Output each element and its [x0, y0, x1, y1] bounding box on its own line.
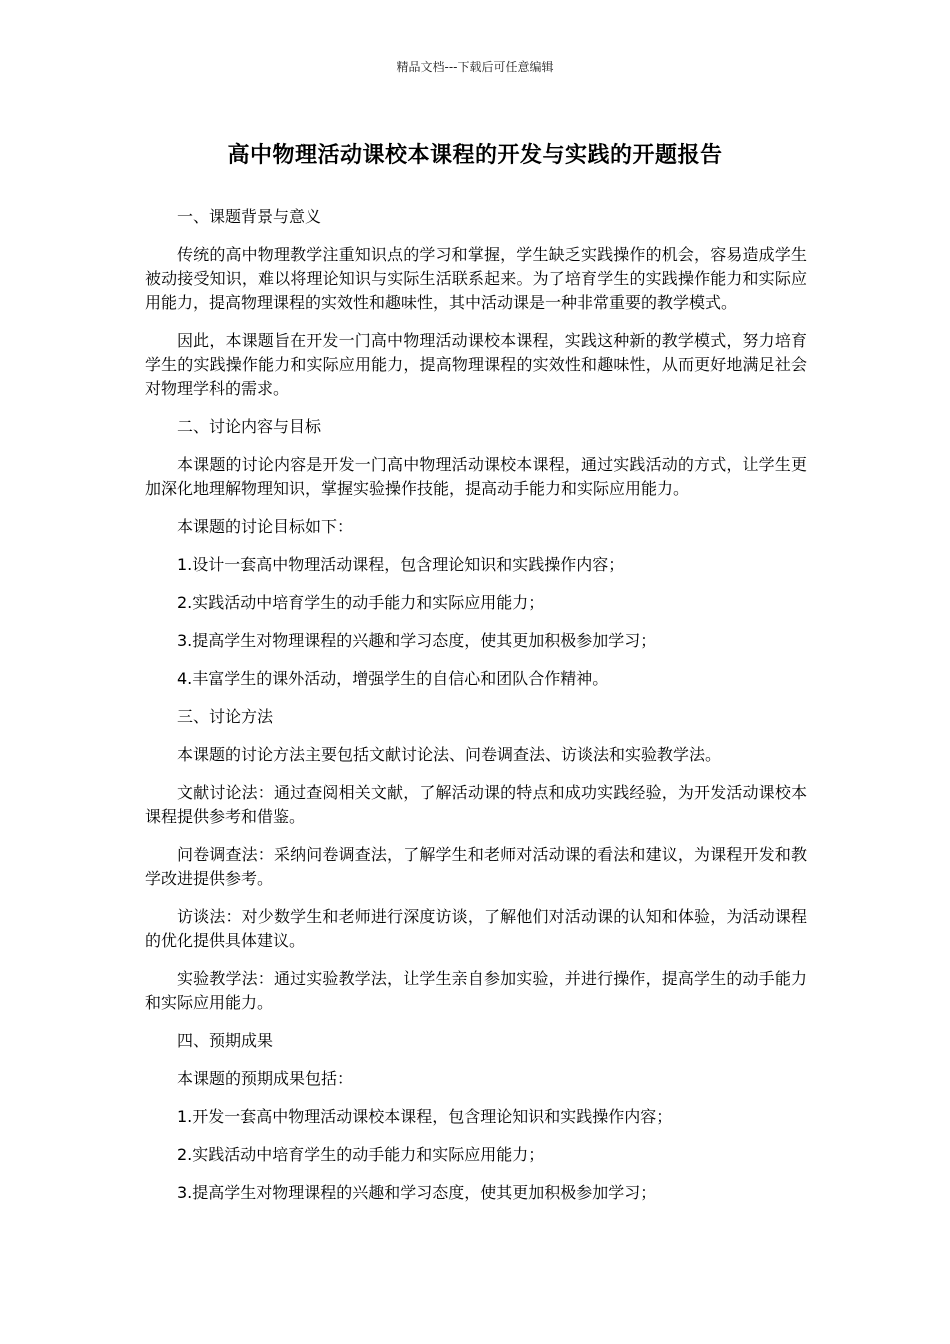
document-body: [145, 205, 807, 1219]
section-heading-background: 一、课题背景与意义: [177, 207, 322, 226]
paragraph-method-literature: 文献讨论法：通过查阅相关文献，了解活动课的特点和成功实践经验，为开发活动课校本课程提供参考和借鉴。: [145, 783, 807, 826]
list-item-outcome-1: 1.开发一套高中物理活动课校本课程，包含理论知识和实践操作内容；: [177, 1107, 673, 1126]
document-title: 高中物理活动课校本课程的开发与实践的开题报告: [227, 143, 723, 168]
list-item-goal-1: 1.设计一套高中物理活动课程，包含理论知识和实践操作内容；: [177, 555, 625, 574]
paragraph-background-2: 因此，本课题旨在开发一门高中物理活动课校本课程，实践这种新的教学模式，努力培育学生的实践操作能力和实际应用能力，提高物理课程的实效性和趣味性，从而更好地满足社会对物理学科的需求。: [145, 331, 807, 398]
paragraph-background-1: 传统的高中物理教学注重知识点的学习和掌握，学生缺乏实践操作的机会，容易造成学生被动接受知识，难以将理论知识与实际生活联系起来。为了培育学生的实践操作能力和实际应用能力，提高物理课程的实效性和趣味性，其中活动课是一种非常重要的教学模式。: [145, 245, 807, 312]
paragraph-goals-intro: 本课题的讨论目标如下：: [177, 517, 354, 536]
section-heading-content-goals: 二、讨论内容与目标: [177, 417, 322, 436]
paragraph-method-experiment: 实验教学法：通过实验教学法，让学生亲自参加实验，并进行操作，提高学生的动手能力和实际应用能力。: [145, 969, 807, 1012]
paragraph-content: 本课题的讨论内容是开发一门高中物理活动课校本课程，通过实践活动的方式，让学生更加深化地理解物理知识，掌握实验操作技能，提高动手能力和实际应用能力。: [145, 455, 807, 498]
paragraph-methods-intro: 本课题的讨论方法主要包括文献讨论法、问卷调查法、访谈法和实验教学法。: [177, 745, 722, 764]
list-item-goal-4: 4.丰富学生的课外活动，增强学生的自信心和团队合作精神。: [177, 669, 609, 688]
paragraph-outcomes-intro: 本课题的预期成果包括：: [177, 1069, 354, 1088]
list-item-outcome-2: 2.实践活动中培育学生的动手能力和实际应用能力；: [177, 1145, 545, 1164]
paragraph-method-survey: 问卷调查法：采纳问卷调查法，了解学生和老师对活动课的看法和建议，为课程开发和教学改进提供参考。: [145, 845, 807, 888]
paragraph-method-interview: 访谈法：对少数学生和老师进行深度访谈，了解他们对活动课的认知和体验，为活动课程的优化提供具体建议。: [145, 907, 807, 950]
page-header: 精品文档---下载后可任意编辑: [396, 60, 554, 74]
list-item-outcome-3: 3.提高学生对物理课程的兴趣和学习态度，使其更加积极参加学习；: [177, 1183, 657, 1202]
list-item-goal-3: 3.提高学生对物理课程的兴趣和学习态度，使其更加积极参加学习；: [177, 631, 657, 650]
section-heading-methods: 三、讨论方法: [177, 707, 274, 726]
section-heading-outcomes: 四、预期成果: [177, 1031, 274, 1050]
list-item-goal-2: 2.实践活动中培育学生的动手能力和实际应用能力；: [177, 593, 545, 612]
